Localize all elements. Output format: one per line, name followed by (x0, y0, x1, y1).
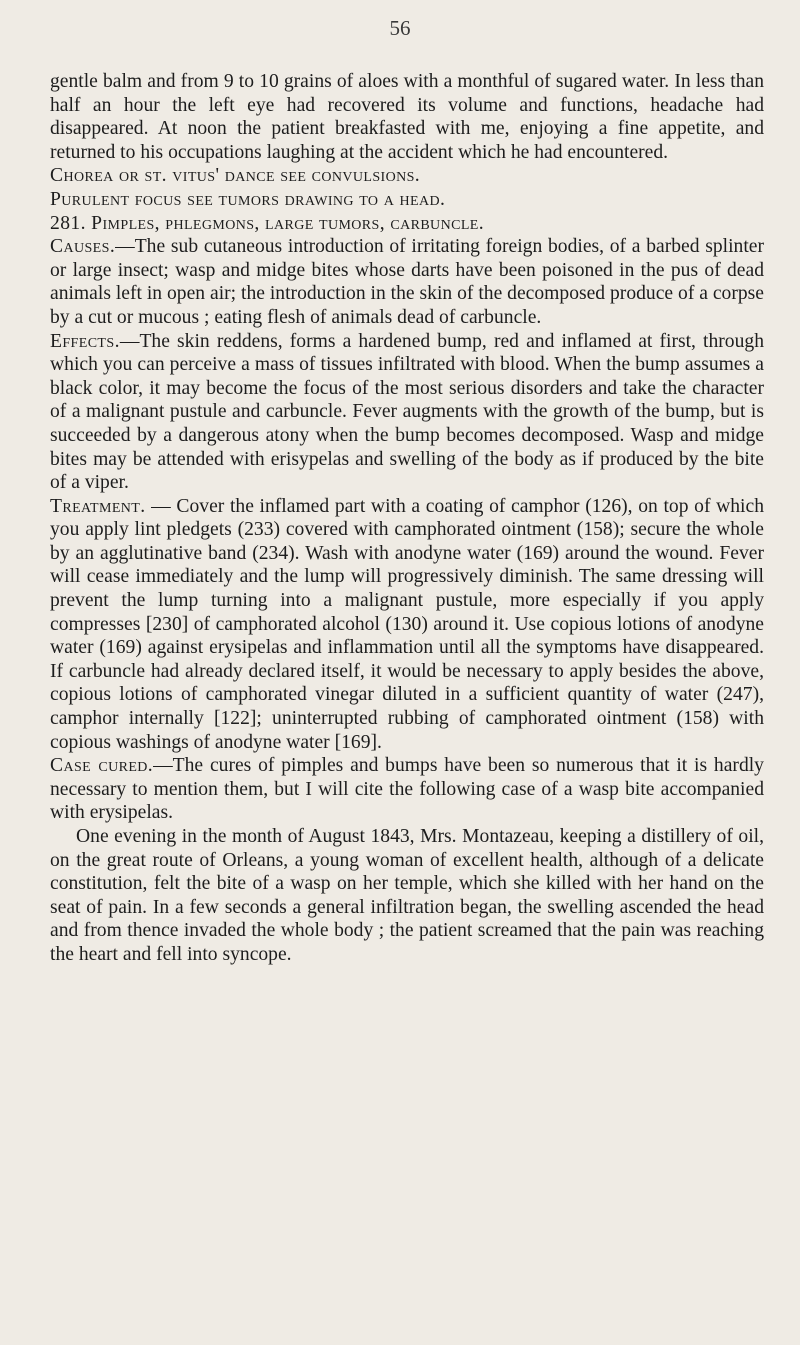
heading-chorea-text: Chorea or st. vitus' dance see convulsions. (50, 165, 421, 187)
treatment-text: — Cover the inflamed part with a coating of camphor (126), on top of which you apply lint pledgets (233) covered with camphorated ointment (158); secure the whole by an agglutinative band (234). Wash with anodyne water (169) around the wound. Fever will cease immediately and the lump will progressively diminish. The same dressing will prevent the lump turning into a malignant pustule, more especially if you apply compresses [230] of camphorated alcohol (130) around it. Use copious lotions of anodyne water (169) against erysipelas and inflammation until all the symptoms have disappeared. If carbuncle had already declared itself, it would be necessary to apply besides the above, copious lotions of camphorated vinegar diluted in a sufficient quantity of water (247), camphor internally [122]; uninterrupted rubbing of camphorated ointment (158) with copious washings of anodyne water [169]. (50, 495, 764, 753)
case-label: Case cured. (50, 755, 154, 777)
paragraph-case-cured (50, 754, 764, 825)
causes-label: Causes. (50, 236, 116, 258)
heading-purulent-text: Purulent focus see tumors drawing to a head. (50, 188, 446, 210)
heading-purulent (50, 188, 764, 212)
paragraph-case-story: One evening in the month of August 1843, Mrs. Montazeau, keeping a distillery of oil, on the great route of Orleans, a young woman of excellent health, although of a delicate constitution, felt the bite of a wasp on her temple, which she killed with her hand on the seat of pain. In a few seconds a general infiltration began, the swelling ascended the head and from thence invaded the whole body ; the patient screamed that the pain was reaching the heart and fell into syncope. (50, 826, 764, 965)
page-number: 56 (389, 16, 411, 40)
case-text: —The cures of pimples and bumps have been so numerous that it is hardly necessary to mention them, but I will cite the following case of a wasp bite accompanied with erysipelas. (50, 755, 764, 824)
causes-text: —The sub cutaneous introduction of irritating foreign bodies, of a barbed splinter or large insect; wasp and midge bites whose darts have been poisoned in the pus of dead animals left in open air; the introduction in the skin of the decomposed produce of a corpse by a cut or mucous ; eating flesh of animals dead of carbuncle. (50, 236, 764, 328)
effects-label: Effects. (50, 330, 120, 352)
section-heading-281 (50, 212, 764, 236)
effects-text: —The skin reddens, forms a hardened bump, red and inflamed at first, through which you can perceive a mass of tissues infiltrated with blood. When the bump assumes a black color, it may become the focus of the most serious disorders and take the character of a malignant pustule and carbuncle. Fever augments with the growth of the bump, but is succeeded by a dangerous atony when the bump becomes decomposed. Wasp and midge bites may be attended with erisypelas and swelling of the body as if produced by the bite of a viper. (50, 330, 764, 494)
paragraph-effects (50, 330, 764, 495)
section-heading-281-text: 281. Pimples, phlegmons, large tumors, carbuncle. (50, 212, 485, 234)
page-body (50, 70, 764, 967)
paragraph-treatment (50, 495, 764, 755)
treatment-label: Treatment. (50, 495, 146, 517)
paragraph-continuation: gentle balm and from 9 to 10 grains of aloes with a monthful of sugared water. In less than half an hour the left eye had recovered its volume and functions, headache had disappeared. At noon the patient breakfasted with me, enjoying a fine appetite, and returned to his occupations laughing at the accident which he had encountered. (50, 71, 764, 163)
heading-chorea (50, 164, 764, 188)
paragraph-causes (50, 235, 764, 329)
